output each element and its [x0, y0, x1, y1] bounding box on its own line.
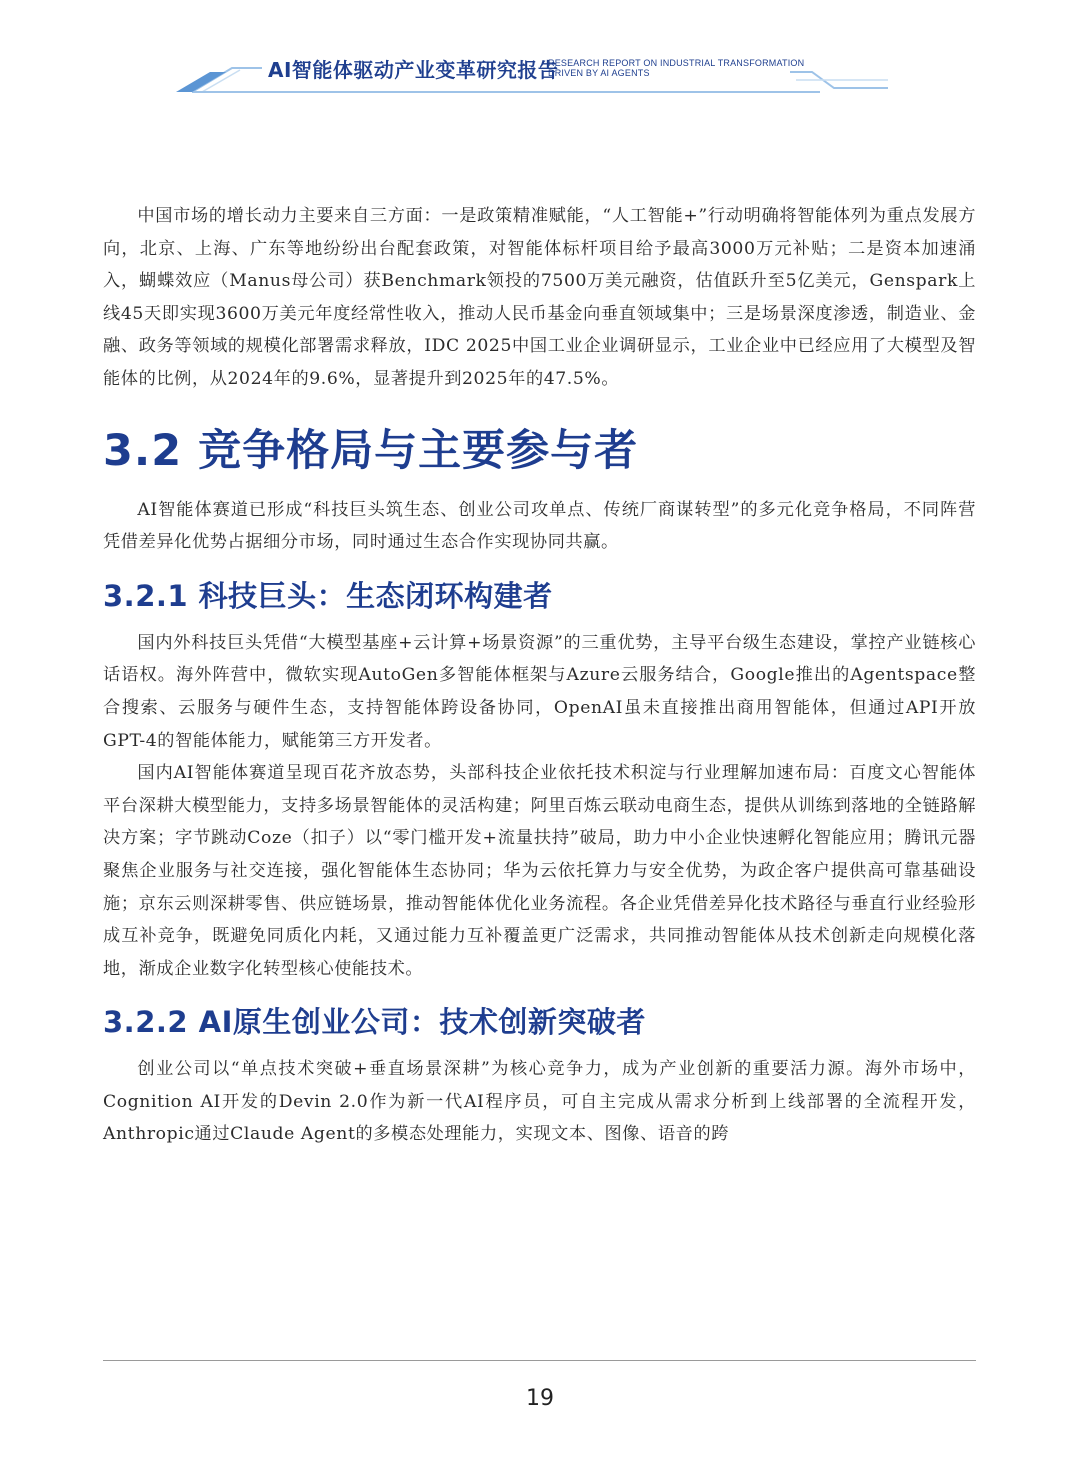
page-header — [0, 0, 1080, 110]
report-subtitle — [548, 58, 804, 78]
report-subtitle-line1: RESEARCH REPORT ON INDUSTRIAL TRANSFORMATION — [548, 58, 805, 68]
section-3-2-2-paragraph: 创业公司以“单点技术突破+垂直场景深耕”为核心竞争力，成为产业创新的重要活力源。海外市场中，Cognition AI开发的Devin 2.0作为新一代AI程序员，可自主完成从需求分析到上线部署的全流程开发，Anthropic通过Claude Agent的多模态处理能力，实现文本、图像、语音的跨 — [103, 1059, 976, 1145]
section-3-2-1-paragraph-1: 国内外科技巨头凭借“大模型基座+云计算+场景资源”的三重优势，主导平台级生态建设，掌控产业链核心话语权。海外阵营中，微软实现AutoGen多智能体框架与Azure云服务结合，Google推出的Agentspace整合搜索、云服务与硬件生态，支持智能体跨设备协同，OpenAI虽未直接推出商用智能体，但通过API开放GPT-4的智能体能力，赋能第三方开发者。 — [103, 632, 976, 751]
page-content — [103, 200, 976, 1151]
page-number: 19 — [526, 1386, 554, 1411]
footer-divider — [103, 1360, 976, 1361]
section-heading-3-2-2: 3.2.2 AI原生创业公司：技术创新突破者 — [103, 1005, 646, 1040]
section-heading-3-2: 3.2 竞争格局与主要参与者 — [103, 425, 639, 476]
section-3-2-1-paragraph-2: 国内AI智能体赛道呈现百花齐放态势，头部科技企业依托技术积淀与行业理解加速布局：百度文心智能体平台深耕大模型能力，支持多场景智能体的灵活构建；阿里百炼云联动电商生态，提供从训练到落地的全链路解决方案；字节跳动Coze（扣子）以“零门槛开发+流量扶持”破局，助力中小企业快速孵化智能应用；腾讯元器聚焦企业服务与社交连接，强化智能体生态协同；华为云依托算力与安全优势，为政企客户提供高可靠基础设施；京东云则深耕零售、供应链场景，推动智能体优化业务流程。各企业凭借差异化技术路径与垂直行业经验形成互补竞争，既避免同质化内耗，又通过能力互补覆盖更广泛需求，共同推动智能体从技术创新走向规模化落地，渐成企业数字化转型核心使能技术。 — [103, 763, 976, 979]
intro-paragraph: 中国市场的增长动力主要来自三方面：一是政策精准赋能，“人工智能+”行动明确将智能体列为重点发展方向，北京、上海、广东等地纷纷出台配套政策，对智能体标杆项目给予最高3000万元补贴；二是资本加速涌入，蝴蝶效应（Manus母公司）获Benchmark领投的7500万美元融资，估值跃升至5亿美元，Genspark上线45天即实现3600万美元年度经常性收入，推动人民币基金向垂直领域集中；三是场景深度渗透，制造业、金融、政务等领域的规模化部署需求释放，IDC 2025中国工业企业调研显示，工业企业中已经应用了大模型及智能体的比例，从2024年的9.6%，显著提升到2025年的47.5%。 — [103, 206, 976, 389]
section-heading-3-2-1: 3.2.1 科技巨头：生态闭环构建者 — [103, 578, 553, 613]
section-3-2-paragraph: AI智能体赛道已形成“科技巨头筑生态、创业公司攻单点、传统厂商谋转型”的多元化竞争格局，不同阵营凭借差异化优势占据细分市场，同时通过生态合作实现协同共赢。 — [103, 499, 976, 553]
report-subtitle-line2: DRIVEN BY AI AGENTS — [548, 68, 650, 78]
report-title: AI智能体驱动产业变革研究报告 — [268, 58, 559, 82]
